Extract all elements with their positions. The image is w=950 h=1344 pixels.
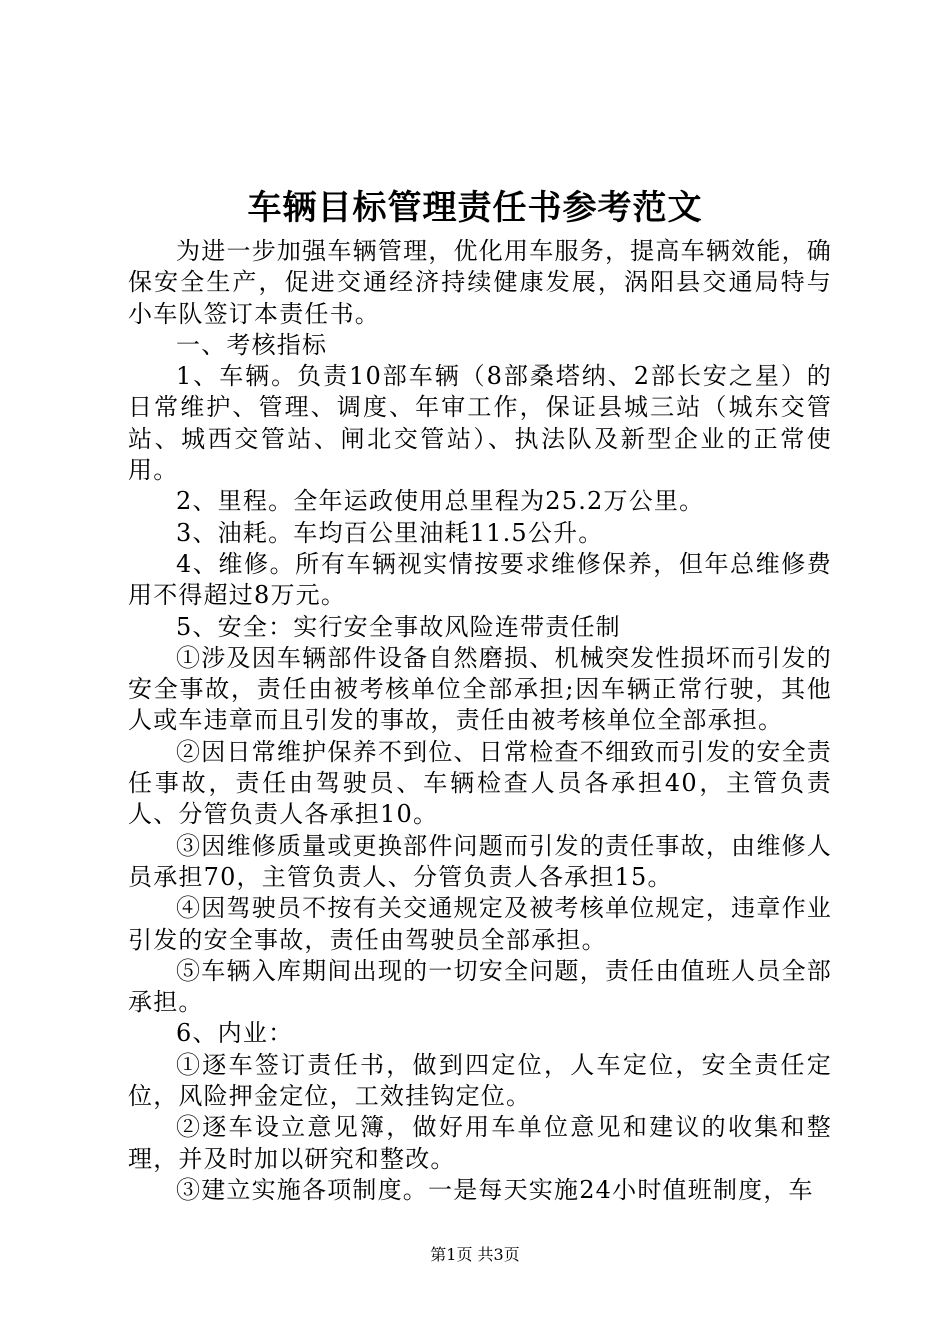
paragraph-vehicles: 1、车辆。负责10部车辆（8部桑塔纳、2部长安之星）的日常维护、管理、调度、年审工作，保证县城三站（城东交管站、城西交管站、闸北交管站）、执法队及新型企业的正常使用。 <box>128 362 832 485</box>
paragraph-fuel: 3、油耗。车均百公里油耗11.5公升。 <box>176 518 604 547</box>
paragraph-internal-item-1: ①逐车签订责任书，做到四定位，人车定位，安全责任定位，风险押金定位，工效挂钩定位。 <box>128 1050 832 1111</box>
document-title: 车辆目标管理责任书参考范文 <box>247 188 703 228</box>
paragraph-mileage: 2、里程。全年运政使用总里程为25.2万公里。 <box>176 487 705 516</box>
paragraph-safety-item-2: ②因日常维护保养不到位、日常检查不细致而引发的安全责任事故，责任由驾驶员、车辆检查人员各承担40，主管负责人、分管负责人各承担10。 <box>128 737 832 829</box>
document-body <box>128 236 832 1206</box>
paragraph-safety: 5、安全：实行安全事故风险连带责任制 <box>176 612 621 641</box>
paragraph-safety-item-4: ④因驾驶员不按有关交通规定及被考核单位规定，违章作业引发的安全事故，责任由驾驶员全部承担。 <box>128 894 832 954</box>
paragraph-safety-item-1: ①涉及因车辆部件设备自然磨损、机械突发性损坏而引发的安全事故，责任由被考核单位全部承担;因车辆正常行驶，其他人或车违章而且引发的事故，责任由被考核单位全部承担。 <box>128 643 832 735</box>
paragraph-internal-item-2: ②逐车设立意见簿，做好用车单位意见和建议的收集和整理，并及时加以研究和整改。 <box>128 1113 832 1173</box>
paragraph-internal-item-3: ③建立实施各项制度。一是每天实施24小时值班制度，车 <box>176 1175 814 1204</box>
page-number: 第1页 共3页 <box>430 1245 520 1264</box>
paragraph-maintenance: 4、维修。所有车辆视实情按要求维修保养，但年总维修费用不得超过8万元。 <box>128 549 832 610</box>
paragraph-safety-item-3: ③因维修质量或更换部件问题而引发的责任事故，由维修人员承担70，主管负责人、分管负责人各承担15。 <box>128 831 832 891</box>
paragraph-intro: 为进一步加强车辆管理，优化用车服务，提高车辆效能，确保安全生产，促进交通经济持续健康发展，涡阳县交通局特与小车队签订本责任书。 <box>128 237 832 328</box>
paragraph-internal-work: 6、内业： <box>176 1019 294 1048</box>
paragraph-safety-item-5: ⑤车辆入库期间出现的一切安全问题，责任由值班人员全部承担。 <box>128 956 832 1017</box>
section-heading-assessment: 一、考核指标 <box>176 330 328 359</box>
